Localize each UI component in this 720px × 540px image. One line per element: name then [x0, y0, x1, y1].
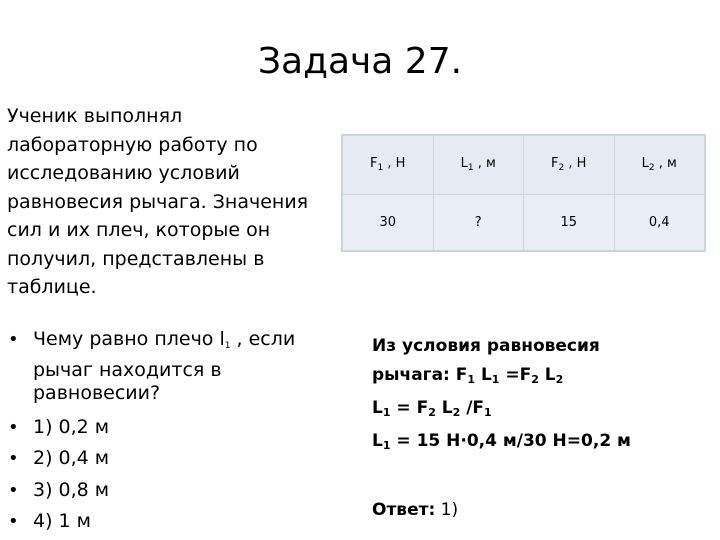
table-header-cell: $F_1$ , Н [343, 136, 434, 195]
option-item [7, 443, 337, 475]
solution-line: $L_1 = F_2$ $L_2$ $/F_1$ [372, 398, 492, 419]
option-item [7, 506, 337, 538]
option-label: 2) 0,4 м [33, 447, 110, 469]
bullet-icon: • [8, 329, 19, 350]
table-header-cell: $F_2$ , Н [524, 136, 615, 195]
question-item [7, 328, 337, 406]
solution-line: Из условия равновесия [372, 336, 600, 356]
problem-statement [7, 102, 325, 302]
option-label: 4) 1 м [33, 510, 92, 532]
answer-value: 1) [435, 500, 459, 520]
question-line: рычаг находится в [33, 358, 222, 381]
answer-label: Ответ: [372, 500, 436, 520]
bullet-icon: • [8, 416, 19, 438]
question-line: Чему равно плечо $l_1$ , если [33, 328, 296, 351]
option-item [7, 412, 337, 444]
question-line: равновесии? [33, 382, 161, 404]
table-cell: 30 [343, 194, 434, 250]
option-item [7, 475, 337, 507]
table-header-cell: $L_2$ , м [614, 136, 705, 195]
table-cell: 0,4 [614, 194, 705, 250]
statement-line: сил и их плеч, которые он [7, 219, 271, 241]
bullet-icon: • [8, 448, 19, 469]
slide-title: Задача 27. [257, 41, 463, 82]
answer-line [372, 498, 458, 522]
option-label: 3) 0,8 м [33, 478, 110, 501]
statement-line: лабораторную работу по [7, 133, 258, 156]
question-list [7, 328, 337, 538]
solution-line: рычага: $F_1$ $L_1 =F_2$ $L_2$ [372, 365, 564, 386]
bullet-icon: • [8, 511, 19, 532]
statement-line: Ученик выполнял [7, 105, 183, 127]
statement-line: таблице. [7, 276, 97, 298]
table-cell: ? [433, 194, 524, 250]
solution-block [372, 332, 712, 460]
table-header-row [343, 136, 705, 195]
bullet-icon: • [8, 479, 19, 501]
measurements-table [342, 135, 705, 251]
option-label: 1) 0,2 м [33, 415, 110, 438]
table-cell: 15 [524, 194, 615, 250]
table-header-cell: $L_1$ , м [433, 136, 524, 195]
table-row [343, 194, 705, 250]
statement-line: исследованию условий [7, 162, 240, 184]
statement-line: равновесия рычага. Значения [7, 190, 309, 213]
statement-line: получил, представлены в [7, 247, 265, 270]
solution-line: $L_1 = 15$ Н·0,4 м/30 Н=0,2 м [372, 431, 631, 452]
